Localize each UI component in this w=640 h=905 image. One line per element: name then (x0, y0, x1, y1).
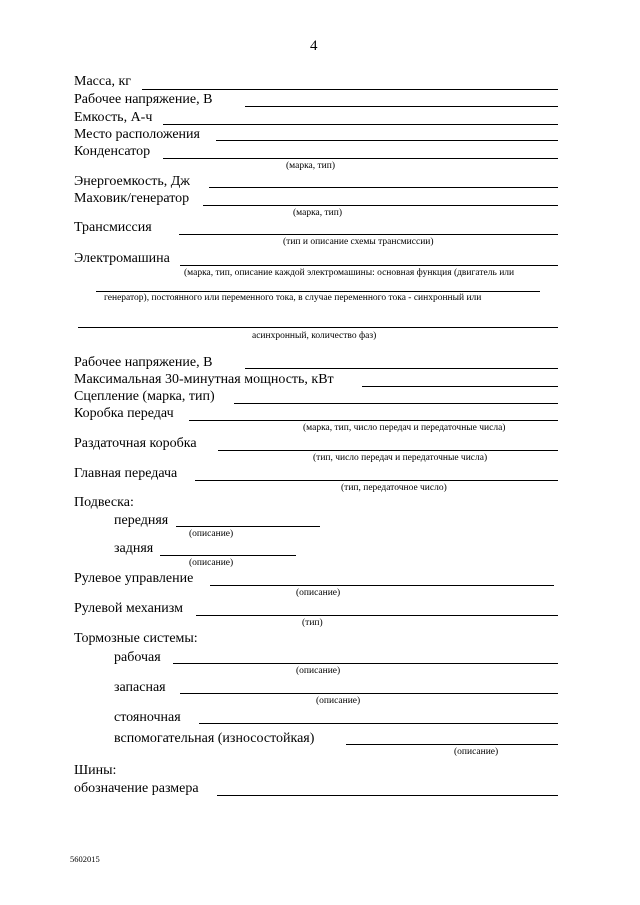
field-transmissiya-label: Трансмиссия (74, 220, 152, 235)
field-glavnaya-label: Главная передача (74, 466, 178, 481)
field-elektromashina-line (180, 265, 558, 266)
field-energoemkost-line (209, 187, 558, 188)
field-rabochee-napr1-line (245, 106, 558, 107)
field-makhovik-label: Маховик/генератор (74, 191, 190, 206)
field-glavnaya-caption: (тип, передаточное число) (341, 483, 447, 493)
field-makhovik-caption: (марка, тип) (293, 208, 342, 218)
field-rulevoe-caption: (описание) (296, 588, 341, 598)
field-emkost-line (163, 124, 558, 125)
page-number: 4 (310, 38, 318, 54)
field-massa-label: Масса, кг (74, 74, 132, 89)
field-rabochaya-line (173, 663, 558, 664)
field-zadnyaya-label: задняя (114, 541, 154, 556)
section-tormoznye-heading: Тормозные системы: (74, 631, 198, 646)
field-rulevoy-mekh-caption: (тип) (302, 618, 323, 628)
field-zapasnaya-caption: (описание) (316, 696, 361, 706)
field-rabochaya-caption: (описание) (296, 666, 341, 676)
field-rulevoy-mekh-line (196, 615, 558, 616)
field-razdatochnaya-line (218, 450, 558, 451)
field-rabochee-napr2-line (245, 368, 558, 369)
field-kondensator-caption: (марка, тип) (286, 161, 335, 171)
field-zadnyaya-caption: (описание) (189, 558, 234, 568)
field-elektromashina-line-2 (96, 291, 540, 292)
field-elektromashina-caption-3: асинхронный, количество фаз) (252, 331, 377, 341)
field-stoyanochnaya-line (199, 723, 558, 724)
field-sceplenie-label: Сцепление (марка, тип) (74, 389, 215, 404)
field-oboznachenie-label: обозначение размера (74, 781, 199, 796)
field-perednyaya-line (176, 526, 320, 527)
section-shiny-heading: Шины: (74, 763, 117, 778)
field-elektromashina-caption-2: генератор), постоянного или переменного тока, в случае переменного тока - синхронный или (104, 293, 482, 303)
field-rulevoe-line (210, 585, 554, 586)
field-transmissiya-line (179, 234, 558, 235)
field-massa-line (142, 89, 558, 90)
field-emkost-label: Емкость, А-ч (74, 110, 153, 125)
field-rulevoy-mekh-label: Рулевой механизм (74, 601, 183, 616)
field-mesto-line (216, 140, 558, 141)
field-zapasnaya-label: запасная (114, 680, 166, 695)
field-oboznachenie-line (217, 795, 558, 796)
field-korobka-label: Коробка передач (74, 406, 174, 421)
field-vspomogatelnaya-line (346, 744, 558, 745)
section-podveska-heading: Подвеска: (74, 495, 134, 510)
field-max-moshchnost-line (362, 386, 558, 387)
field-zapasnaya-line (180, 693, 558, 694)
field-stoyanochnaya-label: стояночная (114, 710, 181, 725)
field-makhovik-line (203, 205, 558, 206)
field-korobka-line (189, 420, 558, 421)
field-razdatochnaya-label: Раздаточная коробка (74, 436, 197, 451)
field-perednyaya-caption: (описание) (189, 529, 234, 539)
field-korobka-caption: (марка, тип, число передач и передаточные числа) (303, 423, 506, 433)
field-vspomogatelnaya-caption: (описание) (454, 747, 499, 757)
field-kondensator-line (163, 158, 558, 159)
field-rabochee-napr2-label: Рабочее напряжение, В (74, 355, 213, 370)
field-elektromashina-label: Электромашина (74, 251, 170, 266)
field-energoemkost-label: Энергоемкость, Дж (74, 174, 190, 189)
field-rabochee-napr1-label: Рабочее напряжение, В (74, 92, 213, 107)
field-rulevoe-label: Рулевое управление (74, 571, 194, 586)
field-max-moshchnost-label: Максимальная 30-минутная мощность, кВт (74, 372, 334, 387)
field-vspomogatelnaya-label: вспомогательная (износостойкая) (114, 731, 315, 746)
field-glavnaya-line (195, 480, 558, 481)
field-sceplenie-line (234, 403, 558, 404)
field-razdatochnaya-caption: (тип, число передач и передаточные числа) (313, 453, 488, 463)
field-elektromashina-line-3 (78, 327, 558, 328)
field-elektromashina-caption-1: (марка, тип, описание каждой электромашины: основная функция (двигатель или (184, 268, 515, 278)
field-zadnyaya-line (160, 555, 296, 556)
field-transmissiya-caption: (тип и описание схемы трансмиссии) (283, 237, 434, 247)
field-rabochaya-label: рабочая (114, 650, 161, 665)
field-mesto-label: Место расположения (74, 127, 200, 142)
document-code: 5602015 (70, 854, 100, 864)
field-perednyaya-label: передняя (114, 513, 169, 528)
field-kondensator-label: Конденсатор (74, 144, 151, 159)
